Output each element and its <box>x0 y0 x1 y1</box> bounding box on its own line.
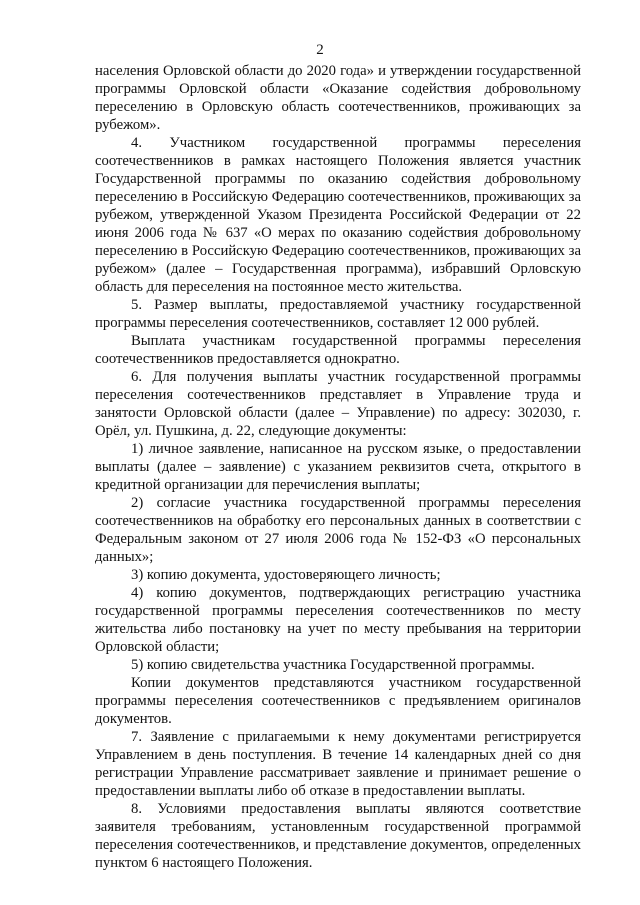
document-body <box>95 62 581 872</box>
paragraph-4-participant: 4. Участником государственной программы переселения соотечественников в рамках настоящего Положения является участник Государственной программы по оказанию содействия добровольному переселению в Российскую Федерацию соотечественников, проживающих за рубежом, утвержденной Указом Президента Российской Федерации от 22 июня 2006 года № 637 «О мерах по оказанию содействия добровольному переселению в Российскую Федерацию соотечественников, проживающих за рубежом» (далее – Государственная программа), избравший Орловскую область для переселения на постоянное место жительства. <box>95 135 581 295</box>
paragraph-continuation: населения Орловской области до 2020 года» и утверждении государственной программы Орловской области «Оказание содействия добровольному переселению в Орловскую область соотечественников, проживающих за рубежом». <box>95 63 581 133</box>
paragraph-6-documents: 6. Для получения выплаты участник государственной программы переселения соотечественников представляет в Управление труда и занятости Орловской области (далее – Управление) по адресу: 302030, г. Орёл, ул. Пушкина, д. 22, следующие документы: <box>95 369 581 439</box>
list-item-consent: 2) согласие участника государственной программы переселения соотечественников на обработку его персональных данных в соответствии с Федеральным законом от 27 июля 2006 года № 152-ФЗ «О персональных данных»; <box>95 495 581 565</box>
page-number: 2 <box>316 42 324 58</box>
list-item-registration-copy: 4) копию документов, подтверждающих регистрацию участника государственной программы переселения соотечественников по месту жительства либо постановку на учет по месту пребывания на территории Орловской области; <box>95 585 581 655</box>
list-item-identity-copy: 3) копию документа, удостоверяющего личность; <box>131 567 441 583</box>
paragraph-7-registration: 7. Заявление с прилагаемыми к нему документами регистрируется Управлением в день поступления. В течение 14 календарных дней со дня регистрации Управление рассматривает заявление и принимает решение о предоставлении выплаты либо об отказе в предоставлении выплаты. <box>95 729 581 799</box>
list-item-application: 1) личное заявление, написанное на русском языке, о предоставлении выплаты (далее – заявление) с указанием реквизитов счета, открытого в кредитной организации для перечисления выплаты; <box>95 441 581 493</box>
paragraph-5-payment-amount: 5. Размер выплаты, предоставляемой участнику государственной программы переселения соотечественников, составляет 12 000 рублей. <box>95 297 581 331</box>
paragraph-8-conditions: 8. Условиями предоставления выплаты являются соответствие заявителя требованиям, установленным государственной программой переселения соотечественников, и представление документов, определенных пунктом 6 настоящего Положения. <box>95 801 581 871</box>
paragraph-5-one-time: Выплата участникам государственной программы переселения соотечественников предоставляется однократно. <box>95 333 581 367</box>
list-item-certificate-copy: 5) копию свидетельства участника Государственной программы. <box>131 657 535 673</box>
paragraph-6-copies: Копии документов представляются участником государственной программы переселения соотечественников с предъявлением оригиналов документов. <box>95 675 581 727</box>
